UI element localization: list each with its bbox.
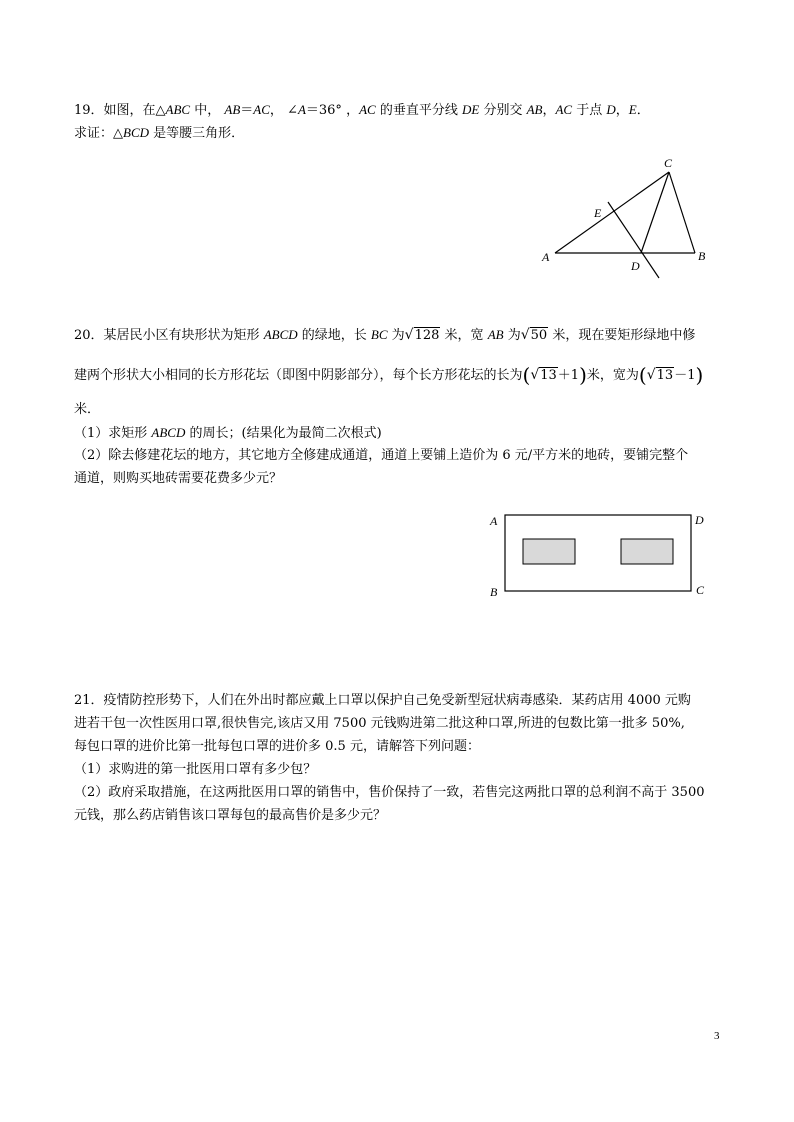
- q21-part1: （1）求购进的第一批医用口罩有多少包？: [74, 762, 317, 777]
- q21-part2-line2: 元钱，那么药店销售该口罩每包的最高售价是多少元？: [74, 808, 387, 823]
- q19-var: AB: [224, 102, 241, 117]
- q19-var: D: [606, 102, 616, 117]
- q19-text: ＝: [240, 103, 254, 118]
- sqrt-128: √128: [404, 327, 440, 343]
- q19-text: ＝36° ，: [305, 103, 360, 118]
- q20-text: 米，宽为: [586, 368, 639, 383]
- q19-var: E: [628, 102, 637, 117]
- label-d: D: [695, 513, 704, 527]
- q20-text: 的周长；(结果化为最简二次根式): [185, 426, 382, 441]
- q20-text: 米，现在要矩形绿地中修: [548, 328, 696, 343]
- q19-var: A: [297, 102, 306, 117]
- flowerbed-left: [523, 539, 575, 564]
- q20-text: 20．某居民小区有块形状为矩形: [74, 328, 264, 343]
- q20-part2-line1: （2）除去修建花坛的地方，其它地方全修建成通道，通道上要铺上造价为 6 元/平方米的地砖，要铺完整个: [74, 448, 689, 463]
- q20-text: －1: [674, 368, 696, 383]
- q19-text: 的垂直平分线: [375, 103, 462, 118]
- q21-line3: 每包口罩的进价比第一批每包口罩的进价多 0.5 元，请解答下列问题：: [74, 739, 480, 754]
- q19-text: 是等腰三角形．: [149, 126, 245, 141]
- q20-text: 为: [387, 328, 405, 343]
- q20-var: ABCD: [151, 425, 186, 440]
- sqrt-13-plus: √13: [530, 367, 557, 383]
- flowerbed-right: [621, 539, 673, 564]
- label-d: D: [631, 259, 640, 273]
- q19-var: ABC: [165, 102, 191, 117]
- q21-part2-line1: （2）政府采取措施，在这两批医用口罩的销售中，售价保持了一致，若售完这两批口罩的总利润不高于 3500: [74, 785, 705, 800]
- q20-text: 建两个形状大小相同的长方形花坛（即图中阴影部分），每个长方形花坛的长为: [74, 368, 523, 383]
- q20-text: 为: [503, 328, 521, 343]
- label-c: C: [664, 156, 673, 170]
- q19-text: 中，: [190, 103, 225, 118]
- q20-text: 的绿地，长: [297, 328, 371, 343]
- sqrt-13-minus: √13: [646, 367, 674, 383]
- q19-text: ，: [615, 103, 629, 118]
- q21-line2: 进若干包一次性医用口罩,很快售完,该店又用 7500 元钱购进第二批这种口罩,所进的包数比第一批多 50%,: [74, 716, 685, 731]
- q19-text: ．: [636, 103, 650, 118]
- q19-text: 于点: [572, 103, 607, 118]
- segment-ac: [555, 172, 669, 253]
- q20-line1: [74, 326, 695, 345]
- q19-var: DE: [461, 102, 480, 117]
- q19-var: AB: [526, 102, 543, 117]
- q19-line1: [74, 101, 650, 120]
- q19-line2: [74, 124, 244, 143]
- q19-var: AC: [253, 102, 270, 117]
- q19-text: 求证：△: [74, 126, 123, 141]
- q20-text: （1）求矩形: [74, 426, 152, 441]
- q20-rectangle-figure: [480, 505, 720, 605]
- label-e: E: [594, 206, 602, 220]
- q19-var: AC: [555, 102, 573, 117]
- sqrt-50: √50: [520, 327, 548, 343]
- q19-text: 分别交: [479, 103, 527, 118]
- q20-var: ABCD: [263, 327, 298, 342]
- segment-bc: [669, 172, 695, 253]
- page-number: 3: [714, 1030, 720, 1042]
- q20-part1: [74, 424, 382, 443]
- label-c: C: [696, 583, 705, 597]
- label-b: B: [490, 585, 498, 599]
- label-b: B: [698, 249, 706, 263]
- q20-line3: 米．: [74, 402, 101, 417]
- q19-text: ， ∠: [269, 103, 298, 118]
- q20-var: AB: [487, 327, 504, 342]
- label-a: A: [542, 250, 550, 264]
- q19-var: BCD: [123, 125, 149, 140]
- q20-part2-line2: 通道，则购买地砖需要花费多少元？: [74, 471, 283, 486]
- q20-var: BC: [370, 327, 388, 342]
- q19-triangle-figure: [530, 150, 720, 285]
- q19-text: ，: [542, 103, 556, 118]
- q20-text: 米，宽: [440, 328, 488, 343]
- q21-line1: 21．疫情防控形势下，人们在外出时都应戴上口罩以保护自己免受新型冠状病毒感染．某药店用 4000 元购: [74, 693, 691, 708]
- segment-cd: [641, 172, 669, 253]
- q20-text: ＋1: [557, 368, 580, 383]
- q20-line2: 建两个形状大小相同的长方形花坛（即图中阴影部分），每个长方形花坛的长为(√13＋1)米，宽为(√13－1): [74, 363, 704, 387]
- q19-text: 19．如图，在△: [74, 103, 166, 118]
- label-a: A: [490, 514, 498, 528]
- q19-var: AC: [359, 102, 376, 117]
